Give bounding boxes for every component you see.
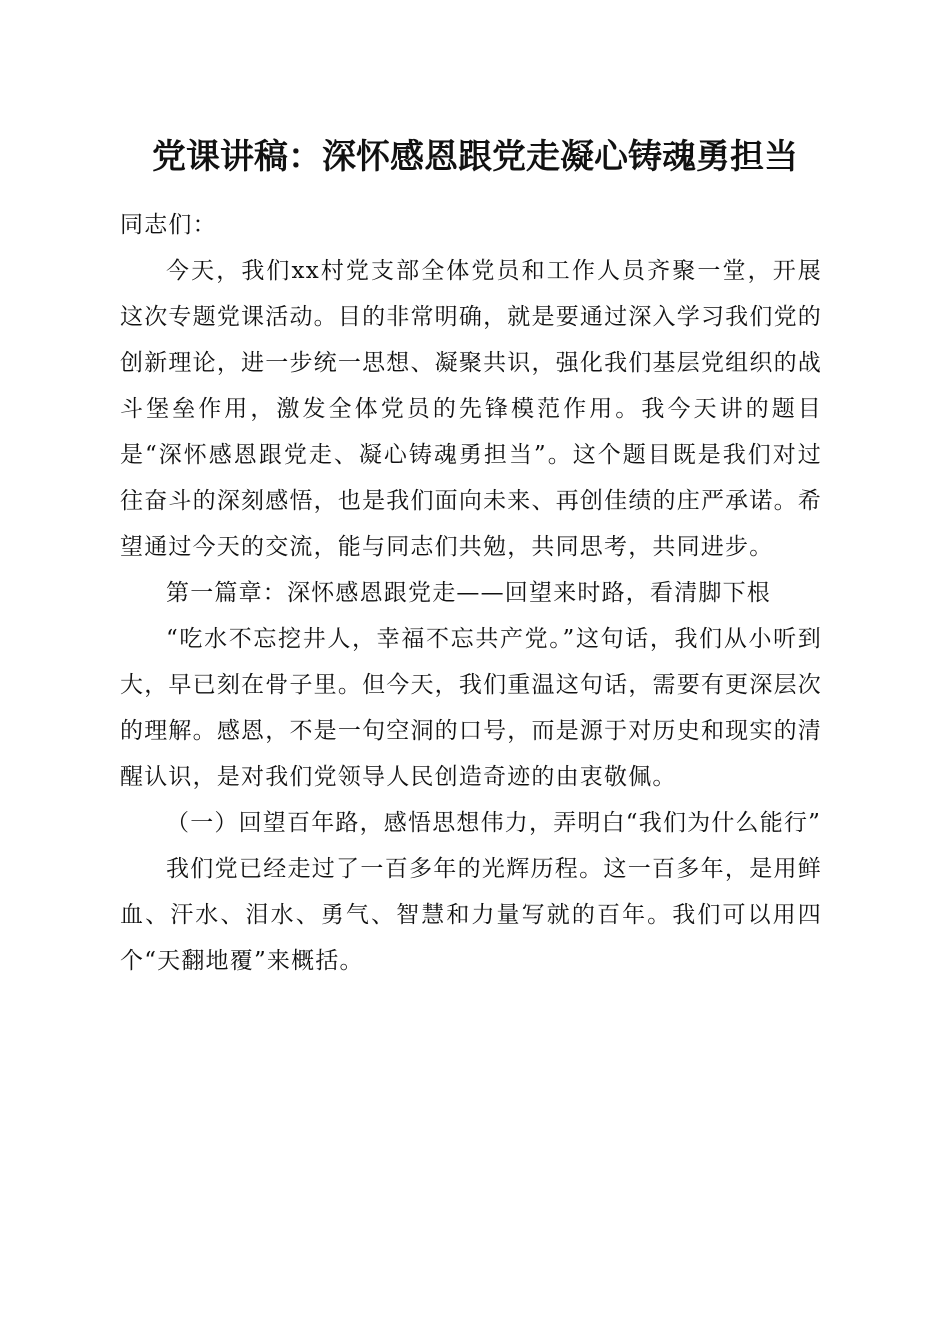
section-one-heading: （一）回望百年路，感悟思想伟力，弄明白“我们为什么能行” [166,810,822,836]
document-title: 党课讲稿：深怀感恩跟党走凝心铸魂勇担当 [152,137,798,177]
intro-paragraph: 今天，我们xx村党支部全体党员和工作人员齐聚一堂，开展这次专题党课活动。目的非常明确，就是要通过深入学习我们党的创新理论，进一步统一思想、凝聚共识，强化我们基层党组织的战斗堡垒作用，激发全体党员的先锋模范作用。我今天讲的题目是“深怀感恩跟党走、凝心铸魂勇担当”。这个题目既是我们对过往奋斗的深刻感悟，也是我们面向未来、再创佳绩的庄严承诺。希望通过今天的交流，能与同志们共勉，共同思考，共同进步。 [120,258,822,560]
chapter-one-heading: 第一篇章：深怀感恩跟党走——回望来时路，看清脚下根 [166,580,771,606]
chapter-one-paragraph: “吃水不忘挖井人，幸福不忘共产党。”这句话，我们从小听到大，早已刻在骨子里。但今天，我们重温这句话，需要有更深层次的理解。感恩，不是一句空洞的口号，而是源于对历史和现实的清醒认识，是对我们党领导人民创造奇迹的由衷敬佩。 [120,626,822,790]
section-one-paragraph: 我们党已经走过了一百多年的光辉历程。这一百多年，是用鲜血、汗水、泪水、勇气、智慧和力量写就的百年。我们可以用四个“天翻地覆”来概括。 [120,856,822,974]
document-body [120,202,822,984]
salutation: 同志们： [120,212,217,238]
